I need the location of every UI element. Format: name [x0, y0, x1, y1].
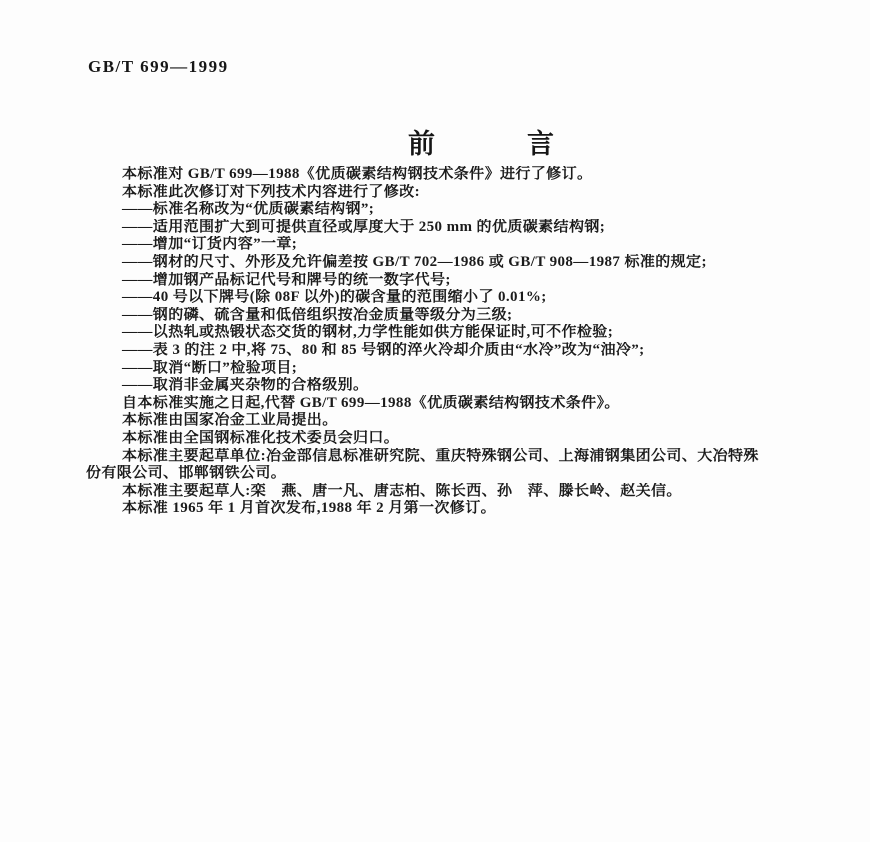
- text-line: ——钢材的尺寸、外形及允许偏差按 GB/T 702—1986 或 GB/T 908—1987 标准的规定;: [122, 253, 707, 270]
- text-line: 本标准此次修订对下列技术内容进行了修改:: [122, 183, 420, 200]
- text-line: ——适用范围扩大到可提供直径或厚度大于 250 mm 的优质碳素结构钢;: [122, 218, 606, 235]
- page-title-char-left: 前: [408, 129, 435, 159]
- text-line: ——增加钢产品标记代号和牌号的统一数字代号;: [122, 271, 451, 288]
- doc-code: GB/T 699—1999: [88, 57, 229, 76]
- text-line: 本标准由全国钢标准化技术委员会归口。: [122, 429, 400, 446]
- text-line: 本标准由国家冶金工业局提出。: [122, 412, 338, 429]
- text-line: ——钢的磷、硫含量和低倍组织按冶金质量等级分为三级;: [122, 306, 513, 323]
- text-line: ——40 号以下牌号(除 08F 以外)的碳含量的范围缩小了 0.01%;: [122, 289, 547, 306]
- text-line: 本标准主要起草单位:冶金部信息标准研究院、重庆特殊钢公司、上海浦钢集团公司、大冶特殊: [122, 447, 759, 464]
- text-line: ——取消“断口”检验项目;: [122, 359, 298, 376]
- text-line: 自本标准实施之日起,代替 GB/T 699—1988《优质碳素结构钢技术条件》。: [122, 394, 620, 411]
- text-line: 份有限公司、邯郸钢铁公司。: [86, 465, 287, 482]
- text-line: ——表 3 的注 2 中,将 75、80 和 85 号钢的淬火冷却介质由“水冷”改为“油冷”;: [122, 341, 645, 358]
- text-line: 本标准主要起草人:栾 燕、唐一凡、唐志柏、陈长西、孙 萍、滕长岭、赵关信。: [122, 482, 682, 499]
- page-title-char-right: 言: [527, 129, 554, 159]
- text-line: 本标准对 GB/T 699—1988《优质碳素结构钢技术条件》进行了修订。: [122, 166, 593, 182]
- text-line: ——以热轧或热锻状态交货的钢材,力学性能如供方能保证时,可不作检验;: [122, 324, 614, 341]
- text-line: ——取消非金属夹杂物的合格级别。: [122, 377, 369, 394]
- text-line: ——增加“订货内容”一章;: [122, 236, 298, 253]
- body-text: [86, 166, 870, 518]
- page-title: [86, 122, 870, 161]
- text-line: 本标准 1965 年 1 月首次发布,1988 年 2 月第一次修订。: [122, 500, 497, 517]
- text-line: ——标准名称改为“优质碳素结构钢”;: [122, 201, 375, 218]
